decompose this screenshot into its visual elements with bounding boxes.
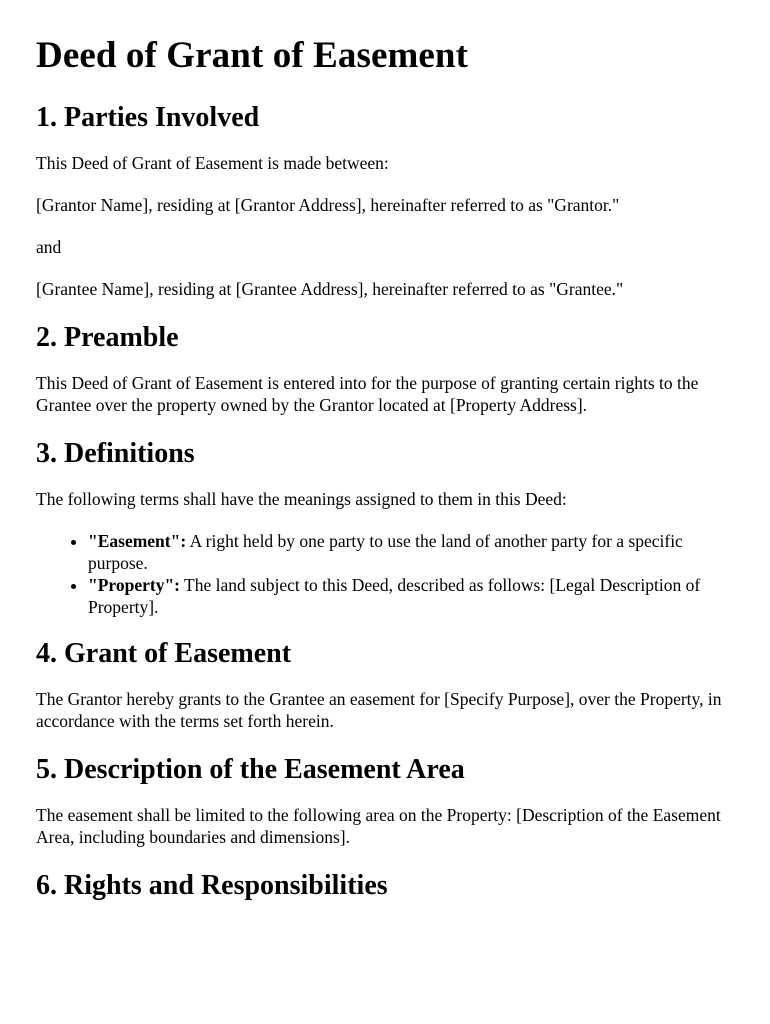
section-paragraph: [Grantor Name], residing at [Grantor Address], hereinafter referred to as "Grantor." (36, 195, 620, 215)
definition-term: "Property": (88, 575, 180, 595)
section-paragraph: The following terms shall have the meanings assigned to them in this Deed: (36, 489, 567, 509)
section-rights-responsibilities (36, 868, 736, 904)
definitions-list (36, 530, 736, 618)
section-paragraph: and (36, 237, 62, 257)
section-heading: 2. Preamble (36, 322, 179, 353)
section-easement-area (36, 752, 736, 848)
definition-item (88, 530, 736, 574)
definition-text: A right held by one party to use the land of another party for a specific purpose. (88, 531, 683, 573)
definition-text: The land subject to this Deed, described as follows: [Legal Description of Property]. (88, 575, 701, 617)
document-page (36, 30, 736, 920)
section-paragraph: This Deed of Grant of Easement is made between: (36, 153, 389, 173)
section-heading: 5. Description of the Easement Area (36, 754, 465, 785)
section-paragraph: [Grantee Name], residing at [Grantee Address], hereinafter referred to as "Grantee." (36, 279, 624, 299)
section-definitions (36, 436, 736, 618)
definition-term: "Easement": (88, 531, 187, 551)
section-grant-of-easement (36, 636, 736, 732)
section-paragraph: The Grantor hereby grants to the Grantee an easement for [Specify Purpose], over the Property, in accordance with the terms set forth herein. (36, 689, 722, 731)
section-heading: 6. Rights and Responsibilities (36, 870, 388, 901)
section-paragraph: This Deed of Grant of Easement is entered into for the purpose of granting certain rights to the Grantee over the property owned by the Grantor located at [Property Address]. (36, 373, 699, 415)
section-preamble (36, 320, 736, 416)
section-paragraph: The easement shall be limited to the following area on the Property: [Description of the Easement Area, including boundaries and dimensions]. (36, 805, 721, 847)
document-title: Deed of Grant of Easement (36, 35, 469, 76)
section-heading: 3. Definitions (36, 438, 195, 469)
section-heading: 4. Grant of Easement (36, 638, 292, 669)
section-parties-involved (36, 100, 736, 300)
section-heading: 1. Parties Involved (36, 102, 260, 133)
definition-item (88, 574, 736, 618)
